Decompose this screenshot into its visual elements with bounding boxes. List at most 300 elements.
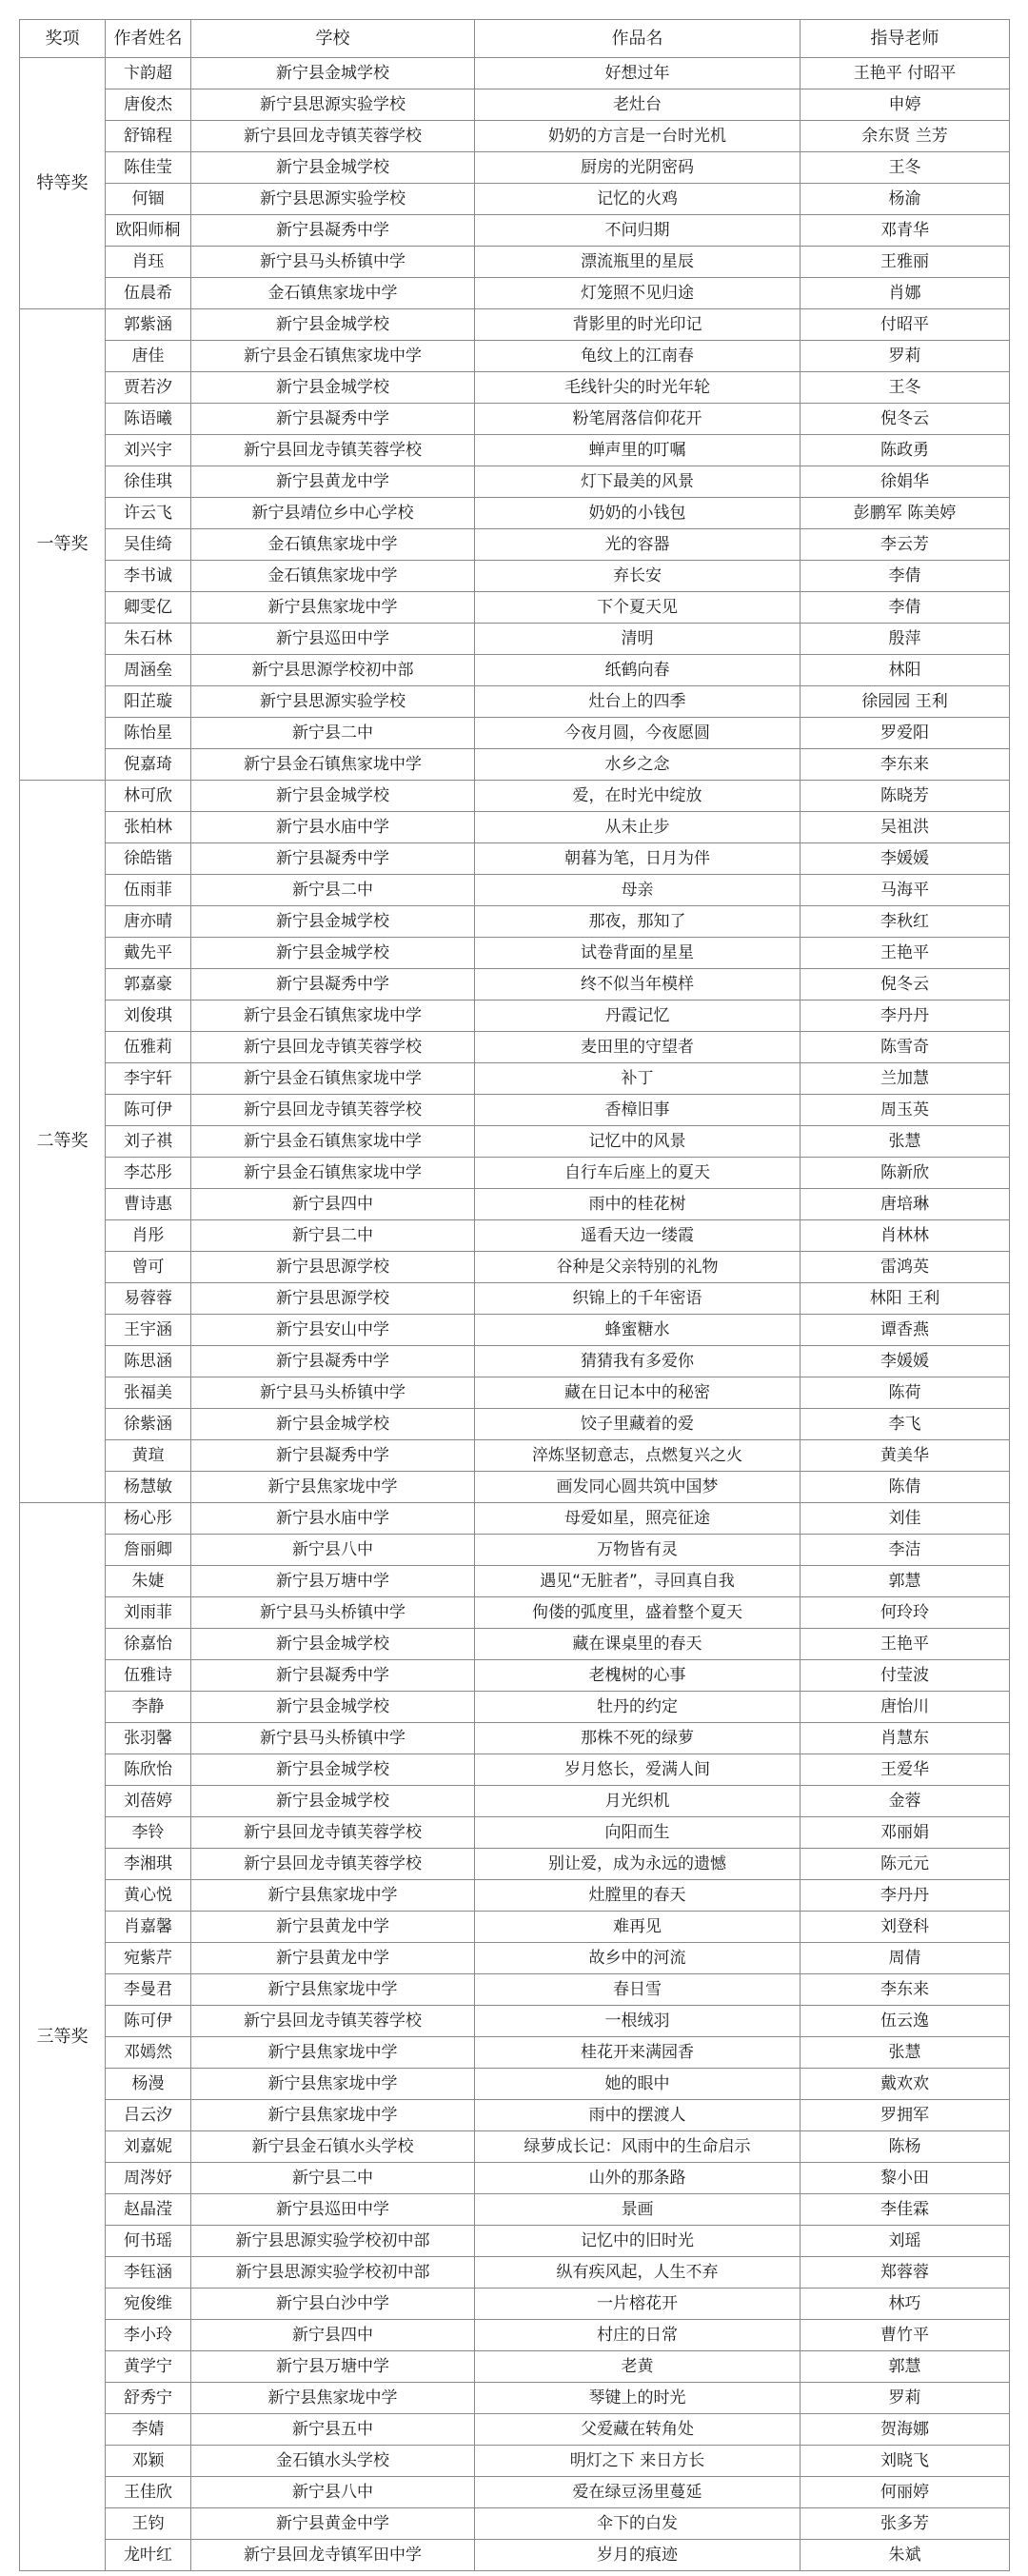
table-row	[20, 2320, 1010, 2351]
author-cell: 唐佳	[106, 341, 191, 372]
school-cell: 新宁县焦家垅中学	[191, 2069, 475, 2100]
teacher-cell: 李丹丹	[801, 1001, 1010, 1032]
work-cell: 伞下的白发	[475, 2508, 801, 2540]
work-cell: 纸鹤向春	[475, 655, 801, 686]
work-cell: 遇见“无脏者”，寻回真自我	[475, 1566, 801, 1597]
table-row	[20, 718, 1010, 749]
school-cell: 新宁县八中	[191, 2477, 475, 2508]
table-row	[20, 2131, 1010, 2163]
award-level: 特等奖	[20, 58, 106, 309]
author-cell: 伍晨希	[106, 278, 191, 309]
school-cell: 新宁县白沙中学	[191, 2289, 475, 2320]
work-cell: 清明	[475, 624, 801, 655]
author-cell: 宛俊维	[106, 2289, 191, 2320]
work-cell: 光的容器	[475, 529, 801, 561]
table-row	[20, 1001, 1010, 1032]
work-cell: 遥看天边一缕霞	[475, 1220, 801, 1252]
author-cell: 龙叶红	[106, 2540, 191, 2571]
work-cell: 山外的那条路	[475, 2163, 801, 2194]
school-cell: 新宁县回龙寺镇芙蓉学校	[191, 1095, 475, 1126]
work-cell: 记忆中的风景	[475, 1126, 801, 1158]
author-cell: 黄瑄	[106, 1440, 191, 1472]
author-cell: 郭嘉豪	[106, 969, 191, 1001]
table-row	[20, 624, 1010, 655]
author-cell: 舒锦程	[106, 121, 191, 152]
school-cell: 新宁县金城学校	[191, 1786, 475, 1817]
work-cell: 一片榕花开	[475, 2289, 801, 2320]
work-cell: 背影里的时光印记	[475, 309, 801, 341]
author-cell: 宛紫芹	[106, 1943, 191, 1974]
author-cell: 陈语曦	[106, 404, 191, 435]
school-cell: 新宁县焦家垅中学	[191, 1880, 475, 1912]
school-cell: 新宁县金城学校	[191, 906, 475, 938]
work-cell: 画发同心圆共筑中国梦	[475, 1472, 801, 1503]
teacher-cell: 陈雪奇	[801, 1032, 1010, 1063]
teacher-cell: 吴祖洪	[801, 812, 1010, 843]
teacher-cell: 李倩	[801, 592, 1010, 624]
table-row	[20, 812, 1010, 843]
teacher-cell: 李秋红	[801, 906, 1010, 938]
award-level: 三等奖	[20, 1503, 106, 2571]
author-cell: 李婧	[106, 2414, 191, 2446]
table-row	[20, 529, 1010, 561]
author-cell: 陈可伊	[106, 1095, 191, 1126]
author-cell: 肖嘉馨	[106, 1912, 191, 1943]
work-cell: 记忆的火鸡	[475, 184, 801, 215]
school-cell: 新宁县思源学校	[191, 1283, 475, 1315]
author-cell: 李芯彤	[106, 1158, 191, 1189]
teacher-cell: 李媛媛	[801, 1346, 1010, 1377]
teacher-cell: 王爱华	[801, 1754, 1010, 1786]
work-cell: 蝉声里的叮嘱	[475, 435, 801, 466]
work-cell: 不问归期	[475, 215, 801, 247]
teacher-cell: 金蓉	[801, 1786, 1010, 1817]
teacher-cell: 张多芳	[801, 2508, 1010, 2540]
table-row	[20, 2351, 1010, 2383]
teacher-cell: 王冬	[801, 152, 1010, 184]
teacher-cell: 陈杨	[801, 2131, 1010, 2163]
teacher-cell: 王艳平	[801, 938, 1010, 969]
table-row	[20, 1220, 1010, 1252]
teacher-cell: 李东来	[801, 749, 1010, 781]
work-cell: 故乡中的河流	[475, 1943, 801, 1974]
table-header	[20, 20, 1010, 58]
table-row	[20, 592, 1010, 624]
author-cell: 李静	[106, 1692, 191, 1723]
author-cell: 曹诗惠	[106, 1189, 191, 1220]
school-cell: 新宁县回龙寺镇芙蓉学校	[191, 121, 475, 152]
table-row	[20, 1660, 1010, 1692]
school-cell: 新宁县金城学校	[191, 152, 475, 184]
author-cell: 刘雨菲	[106, 1597, 191, 1629]
table-row	[20, 1472, 1010, 1503]
school-cell: 新宁县金城学校	[191, 1629, 475, 1660]
author-cell: 舒秀宁	[106, 2383, 191, 2414]
school-cell: 新宁县黄龙中学	[191, 466, 475, 498]
author-cell: 李宇轩	[106, 1063, 191, 1095]
header-work: 作品名	[475, 20, 801, 58]
author-cell: 刘嘉妮	[106, 2131, 191, 2163]
school-cell: 新宁县回龙寺镇军田中学	[191, 2540, 475, 2571]
teacher-cell: 王艳平	[801, 1629, 1010, 1660]
work-cell: 谷种是父亲特别的礼物	[475, 1252, 801, 1283]
school-cell: 新宁县金石镇焦家垅中学	[191, 1158, 475, 1189]
author-cell: 邓嫣然	[106, 2037, 191, 2069]
work-cell: 佝偻的弧度里，盛着整个夏天	[475, 1597, 801, 1629]
table-row	[20, 247, 1010, 278]
table-row	[20, 1912, 1010, 1943]
table-row	[20, 561, 1010, 592]
author-cell: 唐俊杰	[106, 89, 191, 121]
school-cell: 新宁县焦家垅中学	[191, 2037, 475, 2069]
work-cell: 朝暮为笔，日月为伴	[475, 843, 801, 875]
work-cell: 好想过年	[475, 58, 801, 89]
table-row	[20, 781, 1010, 812]
author-cell: 周涵垒	[106, 655, 191, 686]
school-cell: 新宁县焦家垅中学	[191, 592, 475, 624]
author-cell: 易蓉蓉	[106, 1283, 191, 1315]
table-row	[20, 2194, 1010, 2226]
author-cell: 伍雅莉	[106, 1032, 191, 1063]
school-cell: 新宁县万塘中学	[191, 2351, 475, 2383]
teacher-cell: 罗莉	[801, 2383, 1010, 2414]
work-cell: 向阳而生	[475, 1817, 801, 1849]
work-cell: 灯笼照不见归途	[475, 278, 801, 309]
author-cell: 卿雯亿	[106, 592, 191, 624]
work-cell: 粉笔屑落信仰花开	[475, 404, 801, 435]
table-row	[20, 938, 1010, 969]
work-cell: 牡丹的约定	[475, 1692, 801, 1723]
work-cell: 纵有疾风起，人生不弃	[475, 2257, 801, 2289]
school-cell: 新宁县黄龙中学	[191, 1943, 475, 1974]
school-cell: 新宁县金石镇焦家垅中学	[191, 1001, 475, 1032]
awards-table	[19, 19, 1010, 2571]
teacher-cell: 殷萍	[801, 624, 1010, 655]
author-cell: 杨慧敏	[106, 1472, 191, 1503]
teacher-cell: 邓青华	[801, 215, 1010, 247]
school-cell: 新宁县思源实验学校	[191, 89, 475, 121]
work-cell: 下个夏天见	[475, 592, 801, 624]
table-row	[20, 184, 1010, 215]
table-row	[20, 686, 1010, 718]
school-cell: 新宁县思源实验学校初中部	[191, 2226, 475, 2257]
work-cell: 春日雪	[475, 1974, 801, 2006]
table-row	[20, 1535, 1010, 1566]
teacher-cell: 付莹波	[801, 1660, 1010, 1692]
work-cell: 老黄	[475, 2351, 801, 2383]
school-cell: 金石镇焦家垅中学	[191, 278, 475, 309]
work-cell: 雨中的桂花树	[475, 1189, 801, 1220]
author-cell: 朱石林	[106, 624, 191, 655]
school-cell: 新宁县金城学校	[191, 1754, 475, 1786]
school-cell: 新宁县巡田中学	[191, 2194, 475, 2226]
work-cell: 毛线针尖的时光年轮	[475, 372, 801, 404]
author-cell: 许云飞	[106, 498, 191, 529]
school-cell: 新宁县金城学校	[191, 309, 475, 341]
header-author: 作者姓名	[106, 20, 191, 58]
school-cell: 新宁县金石镇水头学校	[191, 2131, 475, 2163]
work-cell: 补丁	[475, 1063, 801, 1095]
school-cell: 新宁县万塘中学	[191, 1566, 475, 1597]
author-cell: 徐皓锴	[106, 843, 191, 875]
author-cell: 詹丽卿	[106, 1535, 191, 1566]
table-row	[20, 152, 1010, 184]
teacher-cell: 张慧	[801, 1126, 1010, 1158]
school-cell: 金石镇焦家垅中学	[191, 529, 475, 561]
teacher-cell: 李媛媛	[801, 843, 1010, 875]
work-cell: 藏在日记本中的秘密	[475, 1377, 801, 1409]
work-cell: 爱在绿豆汤里蔓延	[475, 2477, 801, 2508]
work-cell: 景画	[475, 2194, 801, 2226]
table-row	[20, 2100, 1010, 2131]
table-row	[20, 435, 1010, 466]
table-row	[20, 372, 1010, 404]
author-cell: 唐亦晴	[106, 906, 191, 938]
author-cell: 伍雅诗	[106, 1660, 191, 1692]
school-cell: 新宁县金城学校	[191, 58, 475, 89]
school-cell: 新宁县焦家垅中学	[191, 2100, 475, 2131]
award-level: 一等奖	[20, 309, 106, 781]
table-row	[20, 341, 1010, 372]
school-cell: 新宁县思源学校初中部	[191, 655, 475, 686]
teacher-cell: 李飞	[801, 1409, 1010, 1440]
author-cell: 邓颖	[106, 2446, 191, 2477]
work-cell: 奶奶的小钱包	[475, 498, 801, 529]
author-cell: 何锢	[106, 184, 191, 215]
school-cell: 新宁县金城学校	[191, 781, 475, 812]
school-cell: 新宁县黄金中学	[191, 2508, 475, 2540]
work-cell: 万物皆有灵	[475, 1535, 801, 1566]
teacher-cell: 陈晓芳	[801, 781, 1010, 812]
teacher-cell: 伍云逸	[801, 2006, 1010, 2037]
school-cell: 新宁县焦家垅中学	[191, 1472, 475, 1503]
table-row	[20, 1095, 1010, 1126]
work-cell: 岁月的痕迹	[475, 2540, 801, 2571]
table-row	[20, 1754, 1010, 1786]
work-cell: 一根绒羽	[475, 2006, 801, 2037]
work-cell: 织锦上的千年密语	[475, 1283, 801, 1315]
author-cell: 李小玲	[106, 2320, 191, 2351]
table-row	[20, 1974, 1010, 2006]
teacher-cell: 李佳霖	[801, 2194, 1010, 2226]
work-cell: 岁月悠长，爱满人间	[475, 1754, 801, 1786]
teacher-cell: 唐怡川	[801, 1692, 1010, 1723]
teacher-cell: 贺海娜	[801, 2414, 1010, 2446]
teacher-cell: 彭鹏军 陈美婷	[801, 498, 1010, 529]
school-cell: 金石镇焦家垅中学	[191, 561, 475, 592]
table-row	[20, 2069, 1010, 2100]
author-cell: 徐紫涵	[106, 1409, 191, 1440]
teacher-cell: 陈政勇	[801, 435, 1010, 466]
teacher-cell: 王雅丽	[801, 247, 1010, 278]
school-cell: 新宁县四中	[191, 1189, 475, 1220]
work-cell: 母亲	[475, 875, 801, 906]
teacher-cell: 杨渝	[801, 184, 1010, 215]
table-row	[20, 1409, 1010, 1440]
school-cell: 新宁县马头桥镇中学	[191, 247, 475, 278]
teacher-cell: 黄美华	[801, 1440, 1010, 1472]
table-row	[20, 1692, 1010, 1723]
table-row	[20, 843, 1010, 875]
teacher-cell: 李倩	[801, 561, 1010, 592]
teacher-cell: 兰加慧	[801, 1063, 1010, 1095]
author-cell: 杨心彤	[106, 1503, 191, 1535]
table-row	[20, 1315, 1010, 1346]
teacher-cell: 马海平	[801, 875, 1010, 906]
school-cell: 新宁县思源实验学校	[191, 686, 475, 718]
author-cell: 王佳欣	[106, 2477, 191, 2508]
work-cell: 麦田里的守望者	[475, 1032, 801, 1063]
table-row	[20, 1503, 1010, 1535]
teacher-cell: 雷鸿英	[801, 1252, 1010, 1283]
work-cell: 记忆中的旧时光	[475, 2226, 801, 2257]
author-cell: 陈怡星	[106, 718, 191, 749]
school-cell: 新宁县马头桥镇中学	[191, 1597, 475, 1629]
school-cell: 新宁县回龙寺镇芙蓉学校	[191, 2006, 475, 2037]
author-cell: 吕云汐	[106, 2100, 191, 2131]
school-cell: 新宁县马头桥镇中学	[191, 1723, 475, 1754]
school-cell: 新宁县金城学校	[191, 372, 475, 404]
table-row	[20, 969, 1010, 1001]
table-row	[20, 749, 1010, 781]
work-cell: 难再见	[475, 1912, 801, 1943]
teacher-cell: 倪冬云	[801, 404, 1010, 435]
teacher-cell: 郭慧	[801, 1566, 1010, 1597]
teacher-cell: 李丹丹	[801, 1880, 1010, 1912]
teacher-cell: 肖慧东	[801, 1723, 1010, 1754]
author-cell: 戴先平	[106, 938, 191, 969]
table-row	[20, 1283, 1010, 1315]
school-cell: 新宁县思源学校	[191, 1252, 475, 1283]
work-cell: 弃长安	[475, 561, 801, 592]
work-cell: 爱，在时光中绽放	[475, 781, 801, 812]
teacher-cell: 刘登科	[801, 1912, 1010, 1943]
table-row	[20, 1377, 1010, 1409]
teacher-cell: 罗拥军	[801, 2100, 1010, 2131]
table-row	[20, 58, 1010, 89]
author-cell: 刘蓓婷	[106, 1786, 191, 1817]
work-cell: 雨中的摆渡人	[475, 2100, 801, 2131]
school-cell: 新宁县金石镇焦家垅中学	[191, 749, 475, 781]
work-cell: 灯下最美的风景	[475, 466, 801, 498]
teacher-cell: 倪冬云	[801, 969, 1010, 1001]
table-row	[20, 278, 1010, 309]
work-cell: 香樟旧事	[475, 1095, 801, 1126]
school-cell: 新宁县焦家垅中学	[191, 2383, 475, 2414]
work-cell: 从未止步	[475, 812, 801, 843]
teacher-cell: 谭香燕	[801, 1315, 1010, 1346]
school-cell: 新宁县凝秀中学	[191, 1346, 475, 1377]
school-cell: 新宁县回龙寺镇芙蓉学校	[191, 1849, 475, 1880]
teacher-cell: 林阳	[801, 655, 1010, 686]
work-cell: 猜猜我有多爱你	[475, 1346, 801, 1377]
teacher-cell: 何玲玲	[801, 1597, 1010, 1629]
teacher-cell: 徐娟华	[801, 466, 1010, 498]
author-cell: 吴佳绮	[106, 529, 191, 561]
school-cell: 新宁县二中	[191, 718, 475, 749]
school-cell: 新宁县巡田中学	[191, 624, 475, 655]
teacher-cell: 余东贤 兰芳	[801, 121, 1010, 152]
school-cell: 新宁县凝秀中学	[191, 215, 475, 247]
school-cell: 新宁县水庙中学	[191, 1503, 475, 1535]
work-cell: 老灶台	[475, 89, 801, 121]
work-cell: 村庄的日常	[475, 2320, 801, 2351]
table-row	[20, 466, 1010, 498]
table-row	[20, 1566, 1010, 1597]
school-cell: 新宁县金石镇焦家垅中学	[191, 1063, 475, 1095]
school-cell: 新宁县二中	[191, 875, 475, 906]
work-cell: 母爱如星，照亮征途	[475, 1503, 801, 1535]
teacher-cell: 李洁	[801, 1535, 1010, 1566]
work-cell: 蜂蜜糖水	[475, 1315, 801, 1346]
teacher-cell: 肖林林	[801, 1220, 1010, 1252]
teacher-cell: 陈倩	[801, 1472, 1010, 1503]
work-cell: 饺子里藏着的爱	[475, 1409, 801, 1440]
table-row	[20, 1252, 1010, 1283]
table-row	[20, 1786, 1010, 1817]
school-cell: 新宁县凝秀中学	[191, 843, 475, 875]
table-row	[20, 2383, 1010, 2414]
author-cell: 何书瑶	[106, 2226, 191, 2257]
table-row	[20, 1126, 1010, 1158]
work-cell: 那株不死的绿萝	[475, 1723, 801, 1754]
author-cell: 刘子祺	[106, 1126, 191, 1158]
author-cell: 曾可	[106, 1252, 191, 1283]
table-row	[20, 1158, 1010, 1189]
author-cell: 赵晶滢	[106, 2194, 191, 2226]
school-cell: 新宁县凝秀中学	[191, 969, 475, 1001]
teacher-cell: 周玉英	[801, 1095, 1010, 1126]
author-cell: 陈欣怡	[106, 1754, 191, 1786]
school-cell: 新宁县金石镇焦家垅中学	[191, 1126, 475, 1158]
teacher-cell: 徐园园 王利	[801, 686, 1010, 718]
work-cell: 龟纹上的江南春	[475, 341, 801, 372]
work-cell: 厨房的光阴密码	[475, 152, 801, 184]
table-row	[20, 404, 1010, 435]
table-row	[20, 309, 1010, 341]
school-cell: 新宁县回龙寺镇芙蓉学校	[191, 1032, 475, 1063]
author-cell: 黄学宁	[106, 2351, 191, 2383]
table-row	[20, 2006, 1010, 2037]
author-cell: 刘俊琪	[106, 1001, 191, 1032]
table-row	[20, 1032, 1010, 1063]
school-cell: 新宁县凝秀中学	[191, 1660, 475, 1692]
work-cell: 淬炼坚韧意志，点燃复兴之火	[475, 1440, 801, 1472]
school-cell: 新宁县金城学校	[191, 1409, 475, 1440]
school-cell: 新宁县二中	[191, 2163, 475, 2194]
table-row	[20, 655, 1010, 686]
school-cell: 新宁县回龙寺镇芙蓉学校	[191, 435, 475, 466]
table-row	[20, 121, 1010, 152]
school-cell: 新宁县金城学校	[191, 938, 475, 969]
author-cell: 阳芷璇	[106, 686, 191, 718]
work-cell: 灶膛里的春天	[475, 1880, 801, 1912]
author-cell: 肖彤	[106, 1220, 191, 1252]
school-cell: 新宁县靖位乡中心学校	[191, 498, 475, 529]
author-cell: 徐嘉怡	[106, 1629, 191, 1660]
school-cell: 新宁县凝秀中学	[191, 1440, 475, 1472]
teacher-cell: 罗爱阳	[801, 718, 1010, 749]
teacher-cell: 周倩	[801, 1943, 1010, 1974]
table-row	[20, 2037, 1010, 2069]
author-cell: 陈佳莹	[106, 152, 191, 184]
table-row	[20, 875, 1010, 906]
school-cell: 新宁县四中	[191, 2320, 475, 2351]
header-teacher: 指导老师	[801, 20, 1010, 58]
school-cell: 新宁县金城学校	[191, 1692, 475, 1723]
author-cell: 刘兴宇	[106, 435, 191, 466]
table-row	[20, 1440, 1010, 1472]
